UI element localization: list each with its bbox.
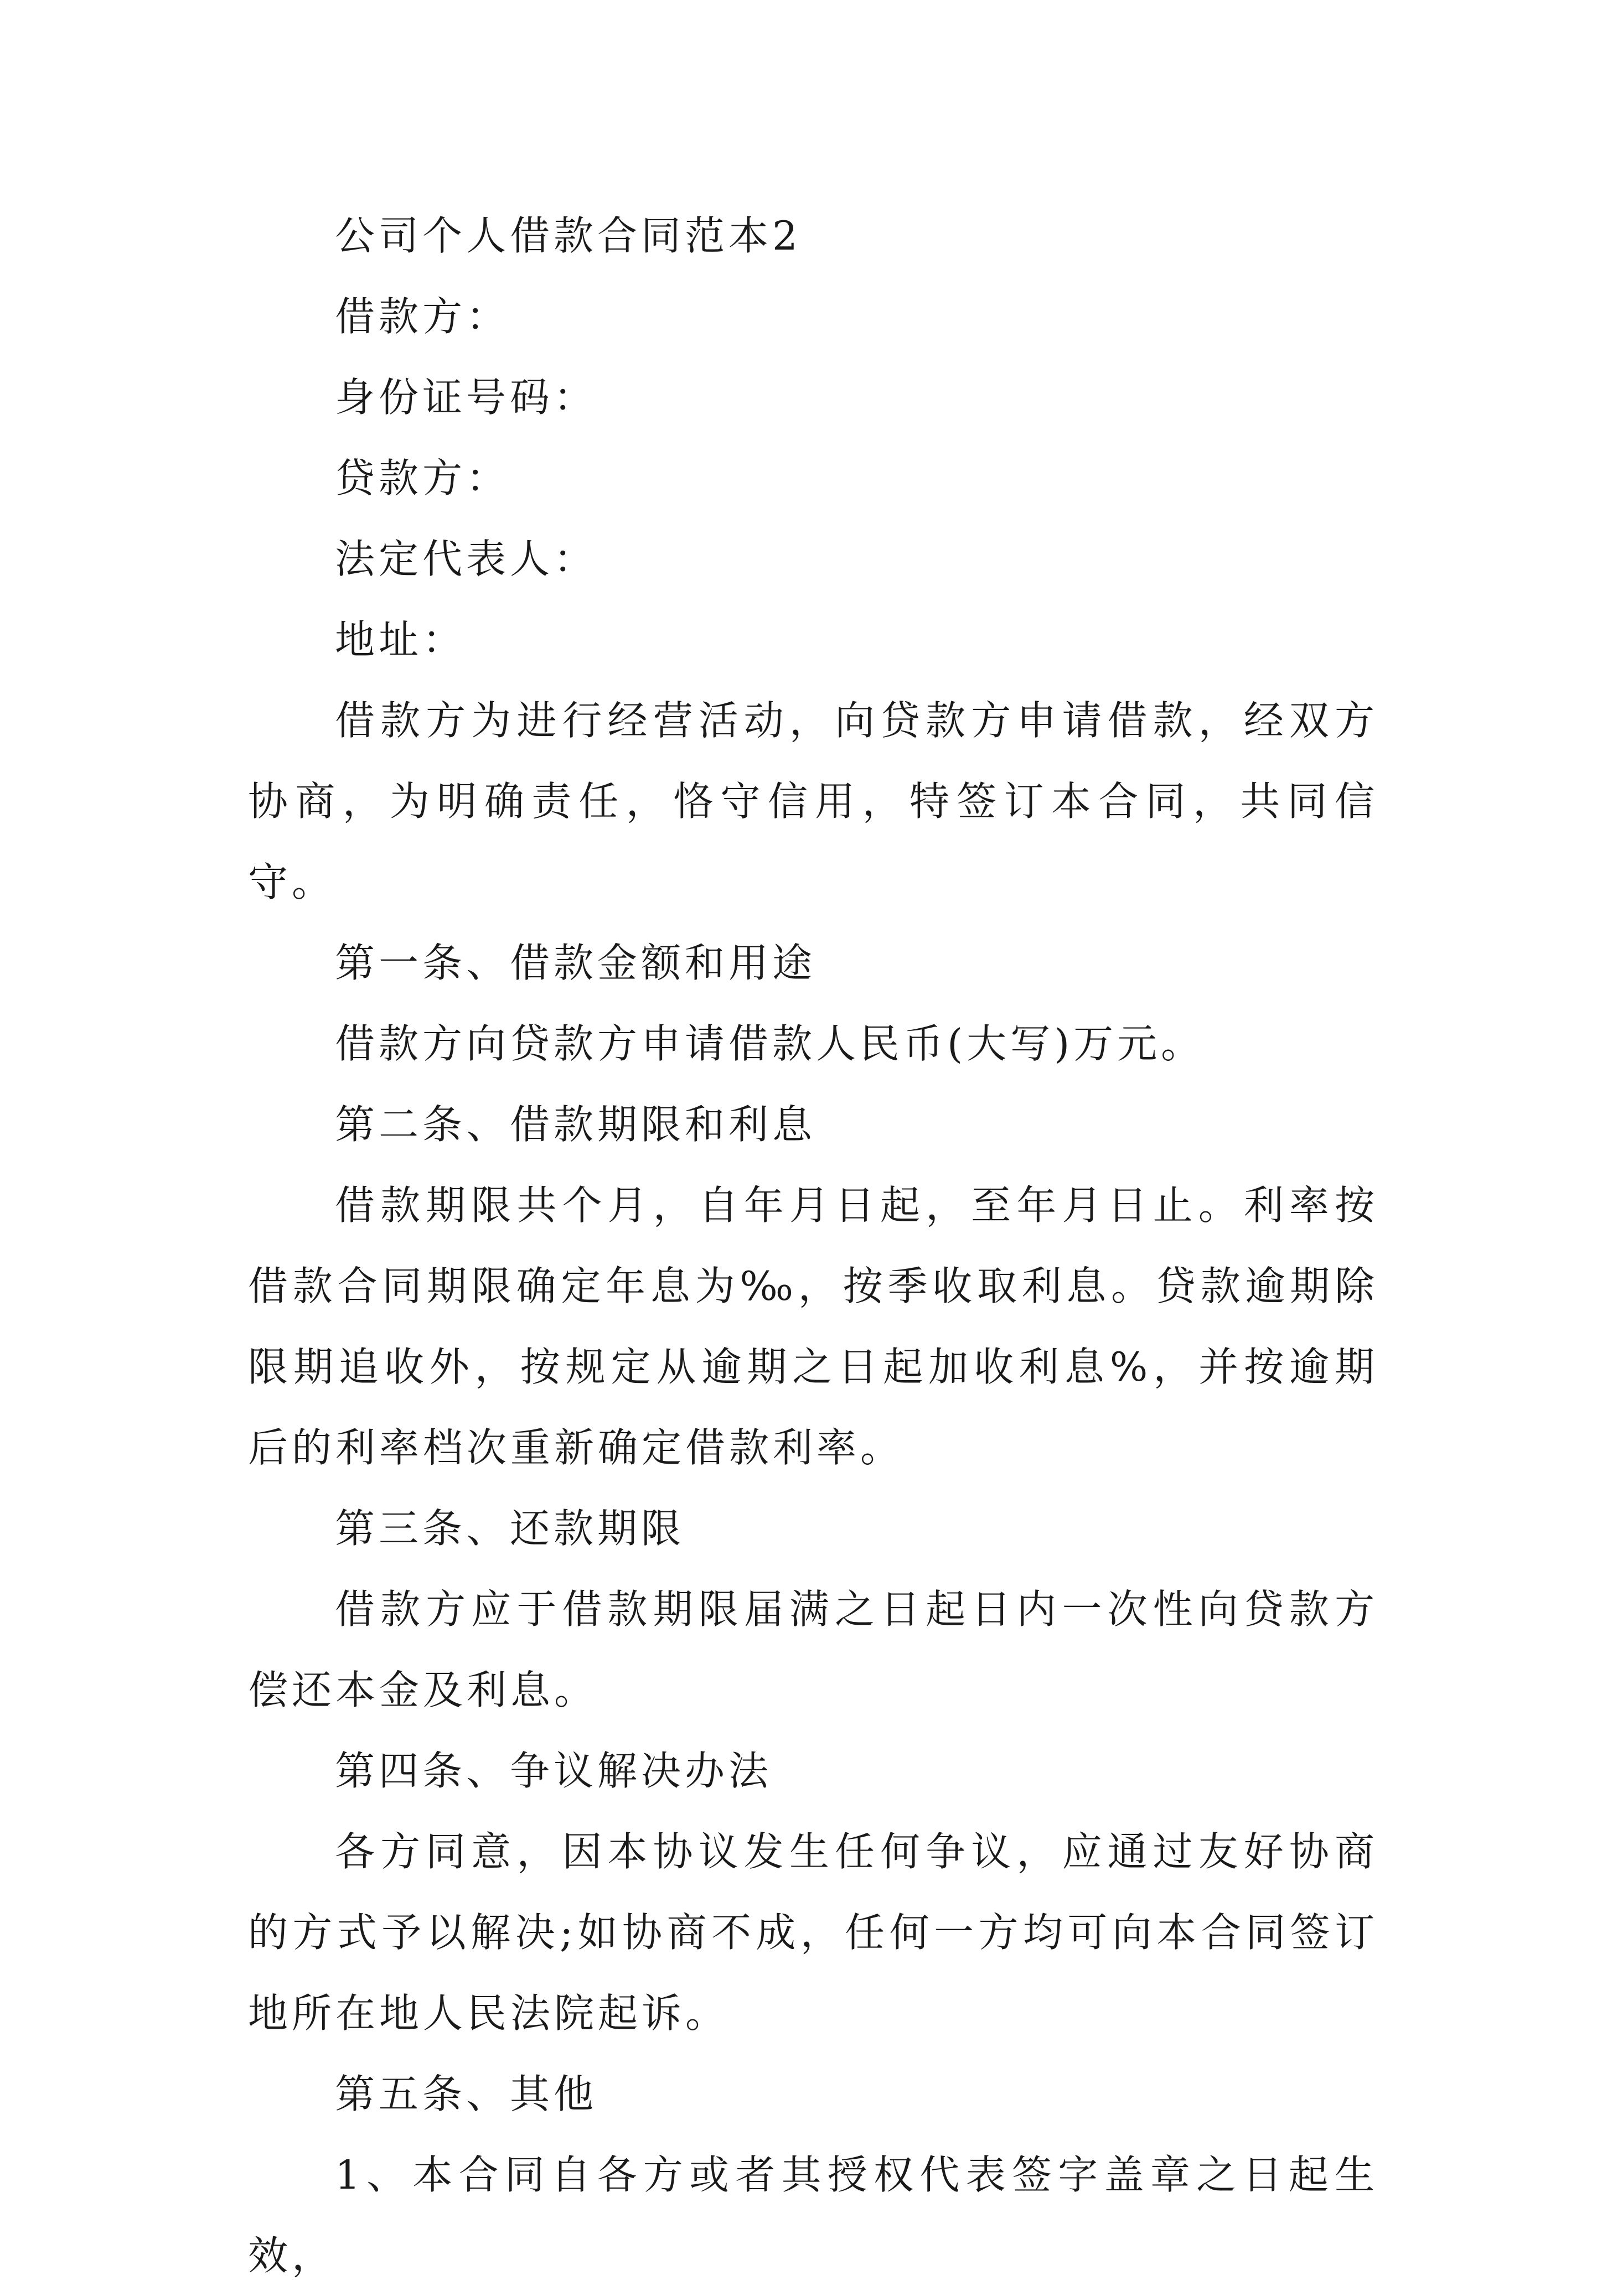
article-3-paragraph: 借款方应于借款期限届满之日起日内一次性向贷款方偿还本金及利息。 [248, 1586, 1378, 1713]
id-number-field: 身份证号码： [335, 374, 598, 421]
preamble-paragraph: 借款方为进行经营活动，向贷款方申请借款，经双方协商，为明确责任，恪守信用，特签订本合同，共同信守。 [248, 697, 1378, 905]
article-1-paragraph: 借款方向贷款方申请借款人民币(大写)万元。 [335, 1020, 1205, 1067]
document-body [248, 195, 1378, 2296]
address-field: 地址： [335, 616, 467, 663]
legal-representative-field: 法定代表人： [335, 536, 598, 582]
article-4-paragraph: 各方同意，因本协议发生任何争议，应通过友好协商的方式予以解决;如协商不成，任何一方均可向本合同签订地所在地人民法院起诉。 [248, 1828, 1378, 2036]
article-4-heading: 第四条、争议解决办法 [335, 1748, 773, 1794]
borrower-field: 借款方： [335, 293, 510, 340]
article-2-paragraph: 借款期限共个月，自年月日起，至年月日止。利率按借款合同期限确定年息为‰，按季收取利息。贷款逾期除限期追收外，按规定从逾期之日起加收利息%，并按逾期后的利率档次重新确定借款利率。 [248, 1182, 1378, 1471]
document-title: 公司个人借款合同范本2 [335, 213, 802, 259]
article-2-heading: 第二条、借款期限和利息 [335, 1101, 816, 1148]
article-5-heading: 第五条、其他 [335, 2071, 598, 2117]
article-5-item-1: 1、本合同自各方或者其授权代表签字盖章之日起生效， [248, 2152, 1378, 2279]
lender-field: 贷款方： [335, 455, 510, 501]
article-3-heading: 第三条、还款期限 [335, 1505, 685, 1552]
article-1-heading: 第一条、借款金额和用途 [335, 940, 816, 986]
